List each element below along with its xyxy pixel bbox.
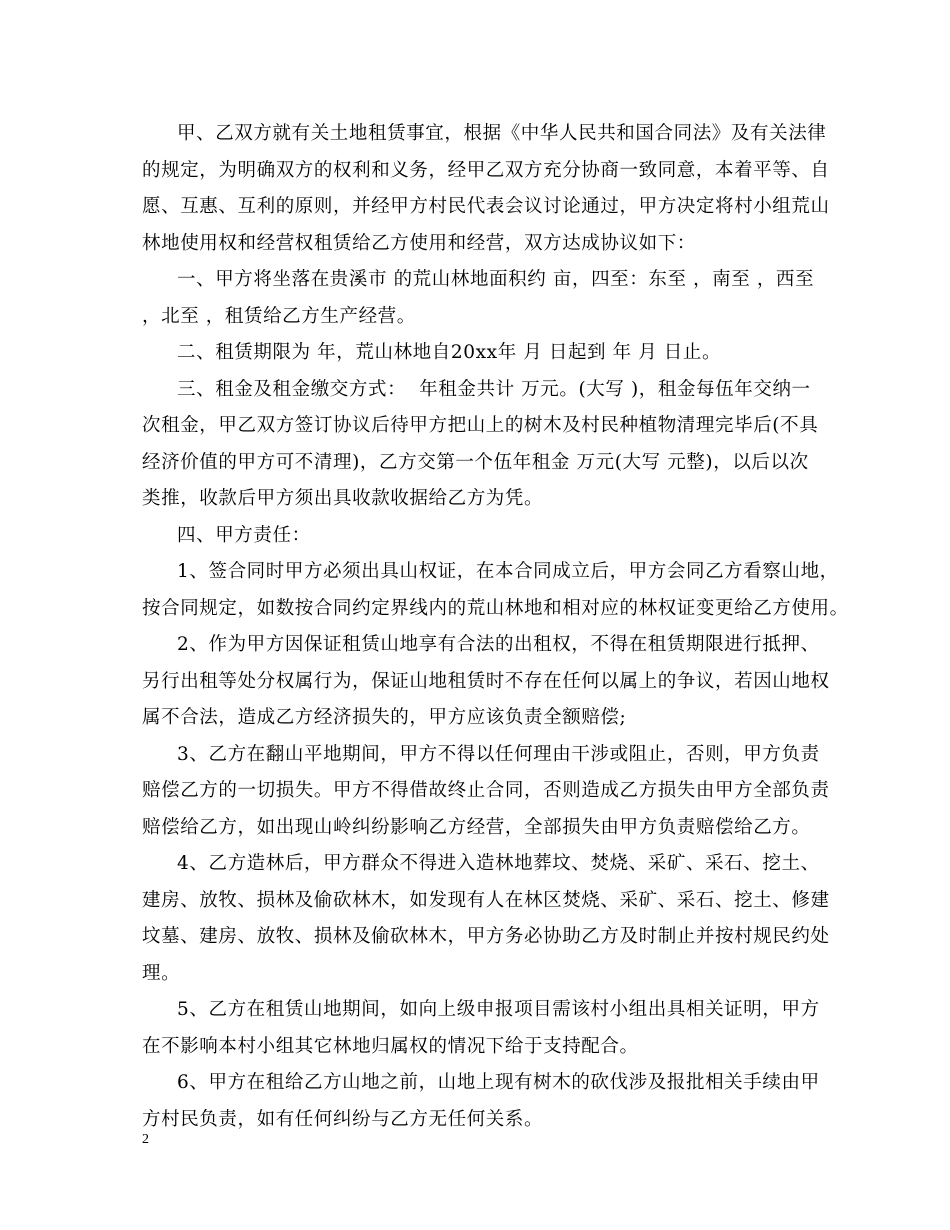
- clause-2-line: 二、租赁期限为 年，荒山林地自20xx年 月 日起到 年 月 日止。: [177, 342, 722, 363]
- item-1-line: 按合同规定，如数按合同约定界线内的荒山林地和相对应的林权证变更给乙方使用。: [142, 597, 849, 619]
- clause-3-line: 次租金，甲乙双方签订协议后待甲方把山上的树木及村民种植物清理完毕后(不具: [142, 415, 819, 436]
- item-4-line: 坟墓、建房、放牧、损林及偷砍林木，甲方务必协助乙方及时制止并按村规民约处: [142, 926, 830, 947]
- item-4-line: 理。: [142, 962, 181, 984]
- paragraph-line: 林地使用权和经营权租赁给乙方使用和经营，双方达成协议如下：: [142, 232, 696, 254]
- item-4-line: 建房、放牧、损林及偷砍林木，如发现有人在林区焚烧、采矿、采石、挖土、修建: [142, 889, 830, 911]
- item-2-line: 另行出租等处分权属行为，保证山地租赁时不存在任何以属上的争议，若因山地权: [142, 670, 830, 692]
- item-1-line: 1、签合同时甲方必须出具山权证，在本合同成立后，甲方会同乙方看察山地，: [177, 561, 839, 582]
- item-6-line: 方村民负责，如有任何纠纷与乙方无任何关系。: [142, 1108, 544, 1130]
- section-heading: 四、甲方责任：: [177, 524, 311, 546]
- item-5-line: 5、乙方在租赁山地期间，如向上级申报项目需该村小组出具相关证明，甲方: [177, 999, 820, 1020]
- item-5-line: 在不影响本村小组其它林地归属权的情况下给于支持配合。: [142, 1035, 639, 1057]
- page-number: 2: [142, 1132, 149, 1147]
- item-3-line: 赔偿给乙方，如出现山岭纠纷影响乙方经营，全部损失由甲方负责赔偿给乙方。: [142, 816, 811, 838]
- contract-body: [142, 116, 849, 1138]
- item-3-line: 赔偿乙方的一切损失。甲方不得借故终止合同，否则造成乙方损失由甲方全部负责: [142, 780, 830, 801]
- item-6-line: 6、甲方在租给乙方山地之前，山地上现有树木的砍伐涉及报批相关手续由甲: [177, 1072, 820, 1093]
- paragraph-line: 的规定，为明确双方的权利和义务，经甲乙双方充分协商一致同意，本着平等、自: [142, 159, 830, 181]
- clause-3-line: 经济价值的甲方可不清理)，乙方交第一个伍年租金 万元(大写 元整)，以后以次: [142, 451, 809, 473]
- paragraph-line: 愿、互惠、互利的原则，并经甲方村民代表会议讨论通过，甲方决定将村小组荒山: [142, 196, 830, 217]
- clause-3-line: 类推，收款后甲方须出具收款收据给乙方为凭。: [142, 488, 544, 509]
- item-2-line: 2、作为甲方因保证租赁山地享有合法的出租权，不得在租赁期限进行抵押、: [177, 634, 820, 655]
- clause-1-line: ，北至 ，租赁给乙方生产经营。: [142, 305, 416, 327]
- item-2-line: 属不合法，造成乙方经济损失的，甲方应该负责全额赔偿;: [142, 707, 627, 728]
- clause-1-line: 一、甲方将坐落在贵溪市 的荒山林地面积约 亩，四至：东至 ，南至 ，西至: [177, 269, 815, 290]
- clause-3-line: 三、租金及租金缴交方式： 年租金共计 万元。(大写 )，租金每伍年交纳一: [177, 378, 811, 400]
- paragraph-line: 甲、乙双方就有关土地租赁事宜，根据《中华人民共和国合同法》及有关法律: [177, 123, 827, 144]
- item-3-line: 3、乙方在翻山平地期间，甲方不得以任何理由干涉或阻止，否则，甲方负责: [177, 743, 820, 765]
- item-4-line: 4、乙方造林后，甲方群众不得进入造林地葬坟、焚烧、采矿、采石、挖土、: [177, 853, 820, 874]
